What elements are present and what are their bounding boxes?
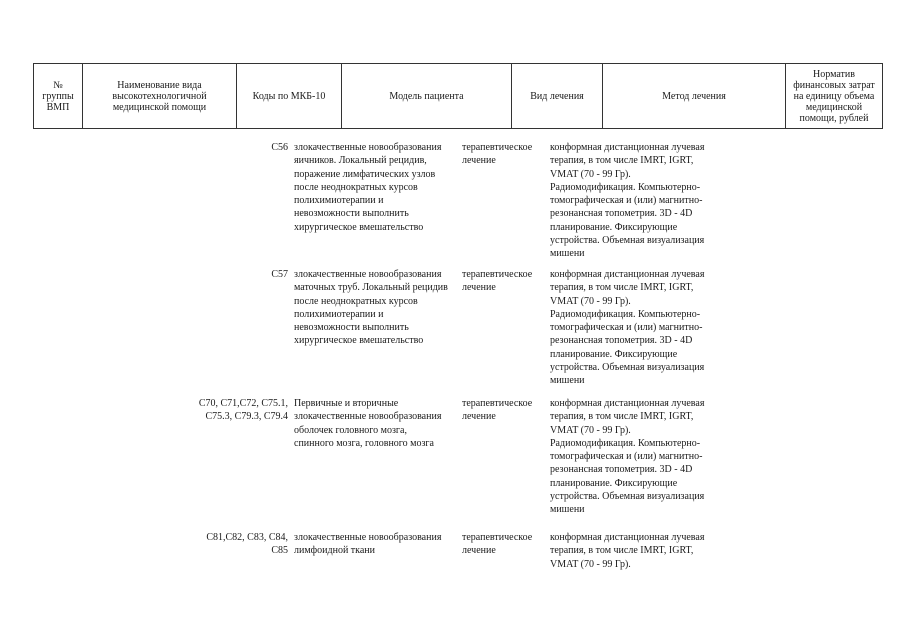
treatment-type-cell: терапевтическое лечение (462, 142, 533, 167)
header-care-type-name: Наименование вида высокотехнологичной медицинской помощи (83, 64, 237, 129)
treatment-method-cell: конформная дистанционная лучевая терапия, в том числе IMRT, IGRT, VMAT (70 - 99 Гр). Радиомодификация. Компьютерно- томографическая и (или) магнитно- резонансная топометрия. 3D - 4D планирование. Фиксирующие устройства. Объемная визуализация мишени (550, 142, 705, 260)
treatment-method-cell: конформная дистанционная лучевая терапия, в том числе IMRT, IGRT, VMAT (70 - 99 Гр). (550, 532, 705, 570)
patient-model-cell: злокачественные новообразования маточных труб. Локальный рецидив после неоднократных курсов полихимиотерапии и невозможности выполнить хирургическое вмешательство (294, 269, 448, 347)
patient-model-cell: Первичные и вторичные злокачественные новообразования оболочек головного мозга, спинного мозга, головного мозга (294, 398, 442, 449)
treatment-type-cell: терапевтическое лечение (462, 398, 533, 423)
icd10-codes-cell: C56 (271, 142, 288, 153)
patient-model-cell: злокачественные новообразования яичников. Локальный рецидив, поражение лимфатических узлов после неоднократных курсов полихимиотерапии и невозможности выполнить хирургическое вмешательство (294, 142, 442, 233)
header-patient-model: Модель пациента (342, 64, 512, 129)
treatment-method-cell: конформная дистанционная лучевая терапия, в том числе IMRT, IGRT, VMAT (70 - 99 Гр). Радиомодификация. Компьютерно- томографическая и (или) магнитно- резонансная топометрия. 3D - 4D планирование. Фиксирующие устройства. Объемная визуализация мишени (550, 398, 705, 516)
header-group-number: № группы ВМП (34, 64, 83, 129)
header-treatment-method: Метод лечения (603, 64, 786, 129)
header-treatment-type: Вид лечения (512, 64, 603, 129)
treatment-type-cell: терапевтическое лечение (462, 269, 533, 294)
patient-model-cell: злокачественные новообразования лимфоидной ткани (294, 532, 442, 557)
table-header (33, 63, 883, 129)
treatment-method-cell: конформная дистанционная лучевая терапия, в том числе IMRT, IGRT, VMAT (70 - 99 Гр). Радиомодификация. Компьютерно- томографическая и (или) магнитно- резонансная топометрия. 3D - 4D планирование. Фиксирующие устройства. Объемная визуализация мишени (550, 269, 705, 387)
header-icd10-codes: Коды по МКБ-10 (237, 64, 342, 129)
icd10-codes-cell: C81,C82, C83, C84, C85 (206, 532, 288, 557)
header-cost-standard: Норматив финансовых затрат на единицу объема медицинской помощи, рублей (786, 64, 883, 129)
treatment-type-cell: терапевтическое лечение (462, 532, 533, 557)
icd10-codes-cell: C70, C71,C72, C75.1, C75.3, C79.3, C79.4 (198, 398, 288, 423)
icd10-codes-cell: C57 (271, 269, 288, 280)
